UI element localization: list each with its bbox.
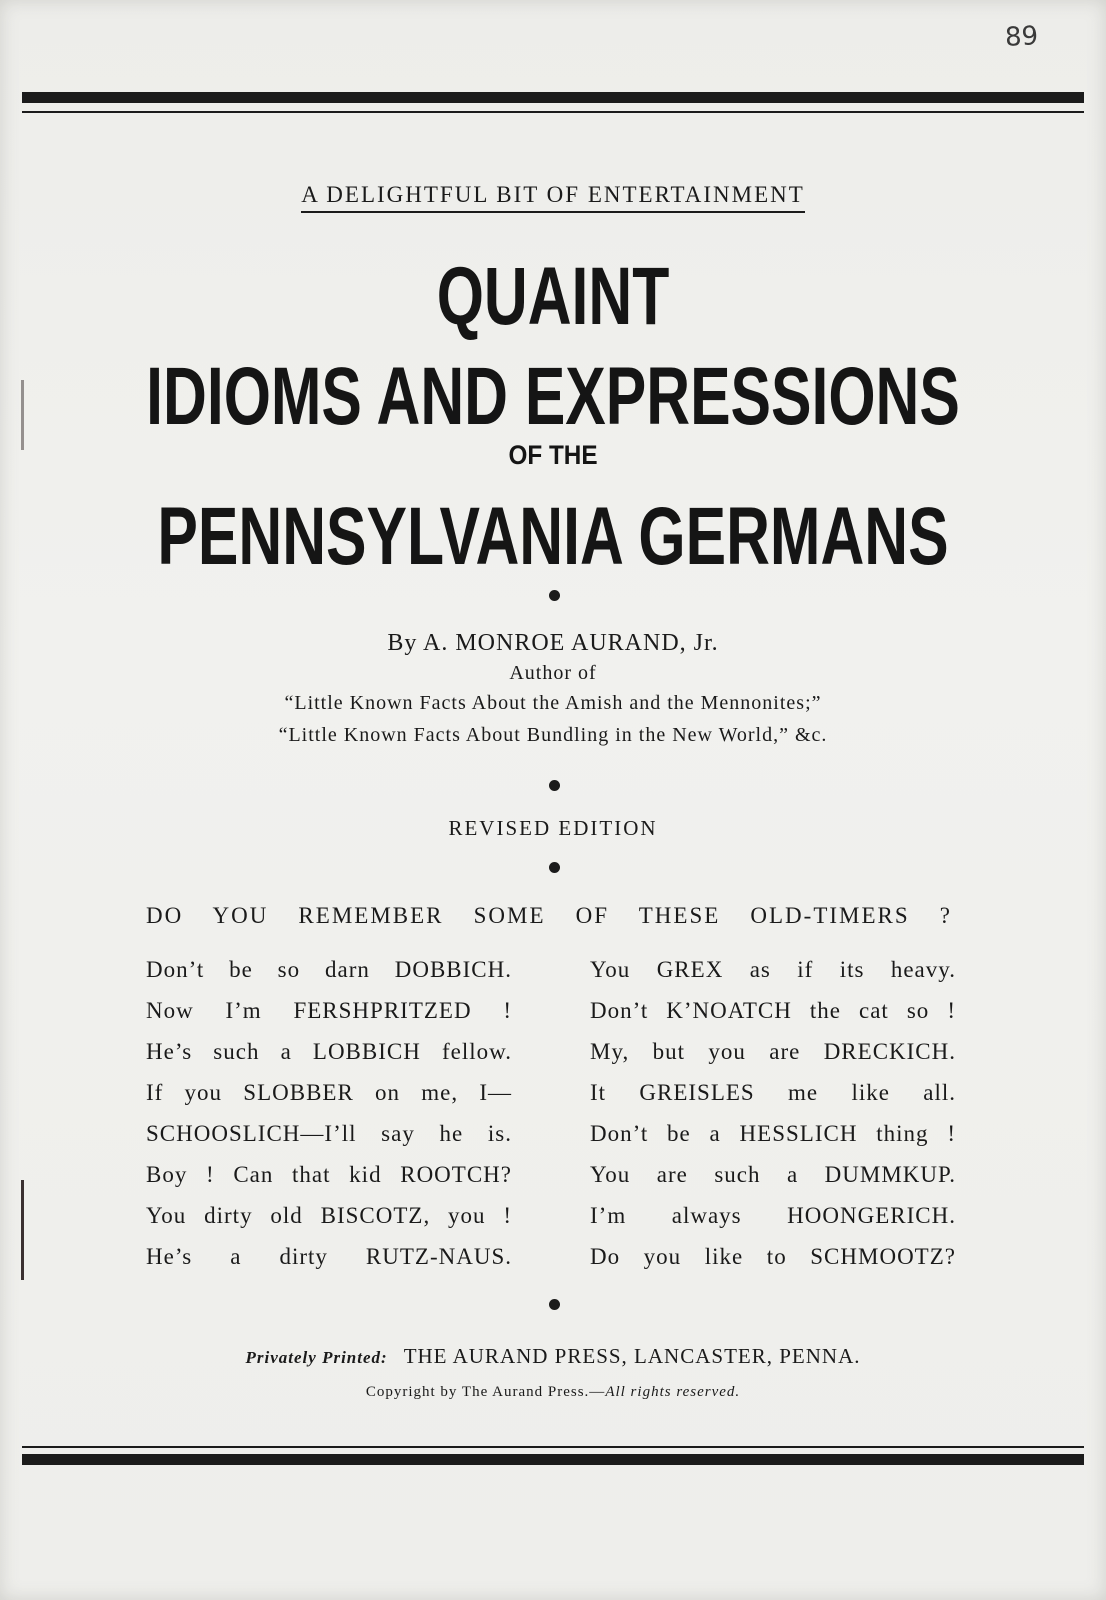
title-line-quaint: QUAINT	[436, 251, 670, 342]
copyright-text: Copyright by The Aurand Press.—	[365, 1384, 606, 1400]
printer-line	[0, 1344, 1106, 1369]
rights-reserved: All rights reserved.	[605, 1384, 741, 1400]
title-line-of-the: OF THE	[508, 440, 598, 470]
author-of-label: Author of	[509, 662, 597, 684]
copyright-line	[0, 1384, 1106, 1401]
idiom-line: Now I’m FERSHPRITZED !	[146, 998, 512, 1023]
printer-name: THE AURAND PRESS, LANCASTER, PENNA.	[403, 1344, 861, 1368]
bottom-rule-thin	[22, 1446, 1084, 1448]
idiom-line: He’s a dirty RUTZ-NAUS.	[146, 1244, 512, 1269]
divider-dot	[549, 590, 560, 601]
idiom-line: Do you like to SCHMOOTZ?	[590, 1244, 956, 1269]
divider-dot	[549, 780, 560, 791]
top-rule-thin	[22, 111, 1084, 113]
handwritten-note: 89	[1004, 21, 1039, 53]
divider-dot	[549, 1299, 560, 1310]
idiom-line: Don’t be so darn DOBBICH.	[146, 957, 512, 982]
edition-label: REVISED EDITION	[448, 816, 658, 840]
tagline	[0, 182, 1106, 208]
binding-mark	[21, 1180, 24, 1280]
idiom-line: It GREISLES me like all.	[590, 1080, 956, 1105]
top-rule-thick	[22, 92, 1084, 103]
idiom-line: Don’t K’NOATCH the cat so !	[590, 998, 956, 1023]
idiom-line: I’m always HOONGERICH.	[590, 1203, 956, 1228]
idiom-line: You dirty old BISCOTZ, you !	[146, 1203, 512, 1228]
divider-dot	[549, 862, 560, 873]
idiom-line: My, but you are DRECKICH.	[590, 1039, 956, 1064]
question-heading: DO YOU REMEMBER SOME OF THESE OLD-TIMERS ?	[146, 903, 952, 928]
idioms-right-column	[590, 956, 956, 1284]
idiom-line: You are such a DUMMKUP.	[590, 1162, 956, 1187]
binding-mark	[21, 380, 24, 450]
title-line-pennsylvania: PENNSYLVANIA GERMANS	[157, 491, 949, 582]
idiom-line: Boy ! Can that kid ROOTCH?	[146, 1162, 512, 1187]
idiom-line: You GREX as if its heavy.	[590, 957, 956, 982]
tagline-text: A DELIGHTFUL BIT OF ENTERTAINMENT	[301, 182, 805, 213]
printer-label: Privately Printed:	[245, 1348, 388, 1367]
previous-work-2: “Little Known Facts About Bundling in the New World,” &c.	[278, 724, 828, 746]
bottom-rule-thick	[22, 1454, 1084, 1465]
idioms-left-column	[146, 956, 512, 1284]
previous-work-1: “Little Known Facts About the Amish and the Mennonites;”	[284, 692, 822, 714]
byline: By A. MONROE AURAND, Jr.	[387, 630, 719, 656]
idiom-line: Don’t be a HESSLICH thing !	[590, 1121, 956, 1146]
idiom-line: He’s such a LOBBICH fellow.	[146, 1039, 512, 1064]
idiom-line: If you SLOBBER on me, I—	[146, 1080, 512, 1105]
idiom-line: SCHOOSLICH—I’ll say he is.	[146, 1121, 512, 1146]
title-line-idioms: IDIOMS AND EXPRESSIONS	[146, 351, 960, 442]
